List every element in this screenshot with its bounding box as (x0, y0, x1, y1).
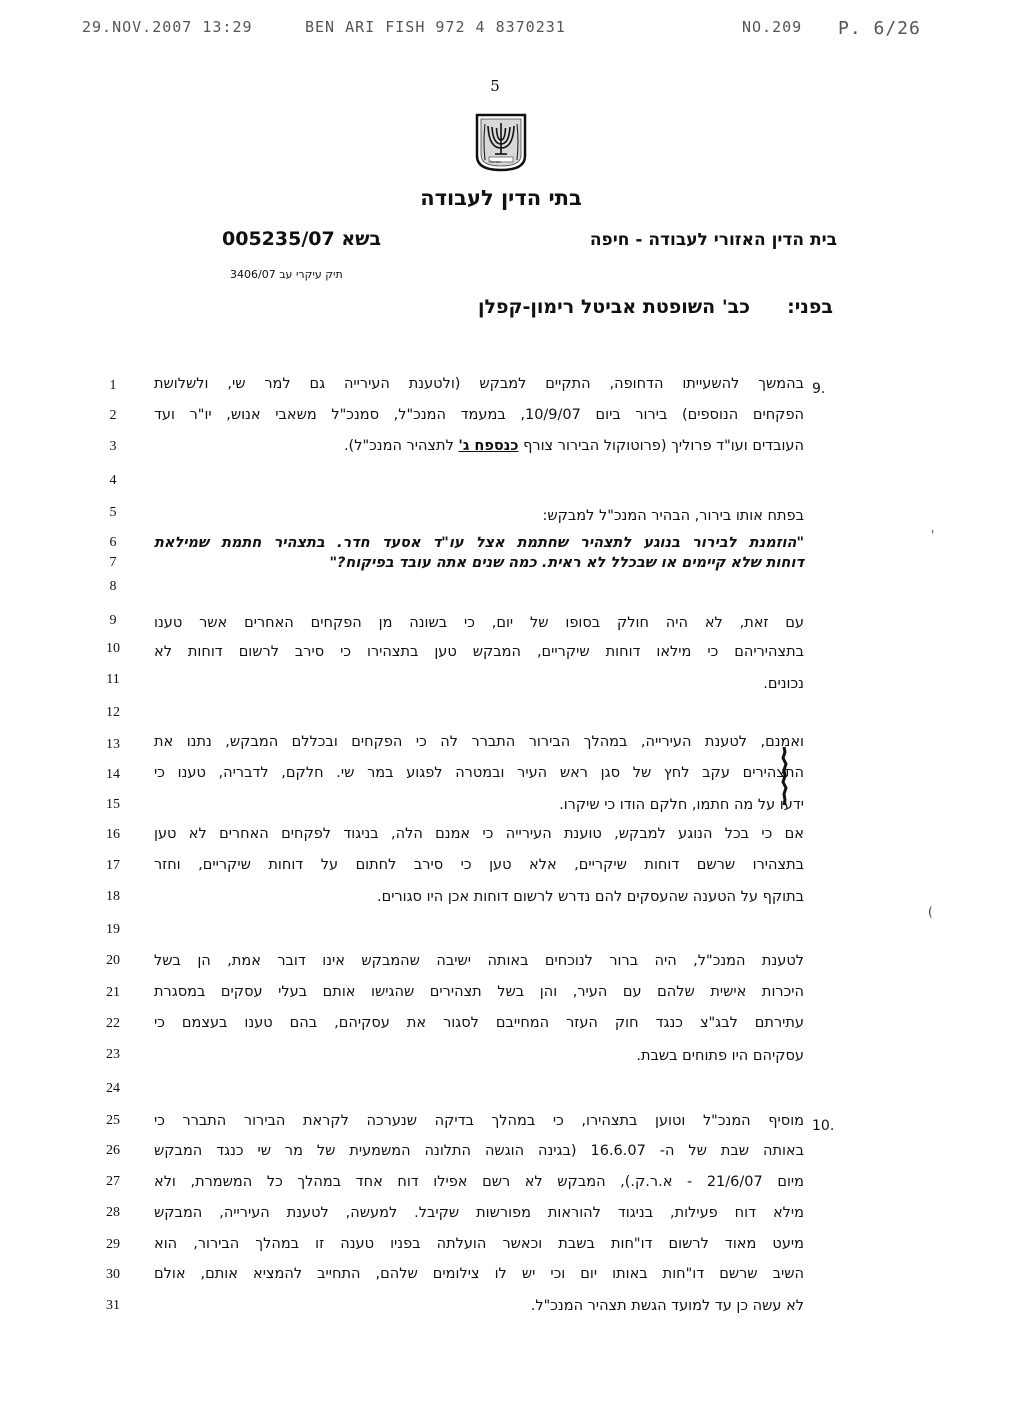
body-line: ואמנם, לטענת העירייה, במהלך הבירור התברר לה כי הפקחים ובכללם המבקש, נתנו את (154, 734, 804, 750)
body-line: באותה שבת של ה- 16.6.07 (בגינה הוגשה התלונה המשמעית של מר שי כנגד המבקש (154, 1143, 805, 1159)
line-number: 18 (106, 889, 120, 904)
body-line: מילא דוח פעילות, בניגוד להוראות מפורשות שקיבל. למעשה, לטענת העירייה, המבקש (154, 1205, 804, 1221)
quote-line: "הוזמנת לבירור בנוגע לתצהיר שחתמת אצל עו"ד אסעד חדר. בתצהיר חתמת שמילאת (154, 535, 804, 551)
body-text: העובדים ועו"ד פרוליך (פרוטוקול הבירור צורף (518, 438, 804, 454)
body-line: אם כי בכל הנוגע למבקש, טוענת העירייה כי אמנם הלה, בניגוד לפקחים האחרים לא טען (154, 826, 804, 842)
body-line: השיב שרשם דו"חות באותו יום וכי יש לו צילומים שלהם, התחייב להמציא אותם, אולם (154, 1266, 804, 1282)
body-line: עסקיהם היו פתוחים בשבת. (636, 1048, 804, 1064)
body-line: מיום 21/6/07 - א.ר.ק.), המבקש לא רשם אפילו דוח אחד במהלך כל המשמרת, ולא (154, 1174, 804, 1190)
fax-number: NO.209 (742, 18, 803, 36)
judge-name: כב' השופטת אביטל רימון-קפלן (477, 296, 750, 318)
line-number: 19 (106, 922, 120, 937)
line-number: 31 (106, 1298, 120, 1313)
body-text: לתצהיר המנכ"ל). (343, 438, 459, 454)
line-number: 30 (106, 1267, 120, 1282)
court-name: בית הדין האזורי לעבודה - חיפה (589, 230, 837, 250)
line-number: 26 (106, 1143, 120, 1158)
emblem-caption: ישראל (490, 159, 501, 164)
fax-sender: BEN ARI FISH 972 4 8370231 (305, 18, 566, 36)
annex-reference: כנספח ג' (458, 438, 519, 454)
line-number: 14 (106, 767, 120, 782)
line-number: 17 (106, 858, 120, 873)
fax-page-count: P. 6/26 (838, 18, 921, 39)
line-number: 12 (106, 705, 120, 720)
scan-mark: ( (928, 905, 933, 919)
body-line: מיעט מאוד לרשום דו"חות בשבת וכאשר הועלתה בפניו טענה זו במהלך הבירור, הוא (154, 1236, 804, 1252)
court-system-title: בתי הדין לעבודה (420, 186, 582, 210)
body-line: ידעו על מה חתמו, חלקם הודו כי שיקרו. (559, 797, 804, 813)
body-line: בתצהיריהם כי מילאו דוחות שיקריים, המבקש טען בתצהירו כי סירב לרשום דוחות לא (154, 644, 804, 660)
main-file-number: תיק עיקרי עב 3406/07 (230, 268, 343, 281)
line-number: 28 (106, 1205, 120, 1220)
line-number: 23 (106, 1047, 120, 1062)
line-number: 9 (109, 613, 117, 628)
line-number: 3 (109, 439, 117, 454)
paragraph-number: 10. (812, 1118, 835, 1134)
line-number: 7 (109, 555, 117, 570)
line-number: 4 (109, 473, 117, 488)
line-number: 13 (106, 737, 120, 752)
margin-highlight-mark (781, 746, 788, 806)
paragraph-number: 9. (812, 381, 826, 397)
body-line: הפקחים הנוספים) בירור ביום 10/9/07, במעמד המנכ"ל, סמנכ"ל משאבי אנוש, יו"ר ועד (154, 407, 804, 423)
body-line: בפתח אותו בירור, הבהיר המנכ"ל למבקש: (542, 508, 804, 524)
before-label: בפני: (787, 296, 833, 318)
line-number: 6 (109, 535, 117, 550)
body-line: בתצהירו שרשם דוחות שיקריים, אלא טען כי סירב לחתום על דוחות שיקריים, וחזר (154, 857, 804, 873)
line-number: 1 (109, 378, 117, 393)
body-line (154, 438, 804, 454)
line-number: 10 (106, 641, 120, 656)
case-number: בשא 005235/07 (222, 228, 382, 250)
state-emblem-icon (473, 112, 529, 172)
line-number: 20 (106, 953, 120, 968)
line-number: 16 (106, 827, 120, 842)
body-line: התצהירים עקב לחץ של סגן ראש העיר ובמטרה לפגוע במר שי. חלקם, לדבריה, טענו כי (154, 765, 804, 781)
body-line: לא עשה כן עד למועד הגשת תצהיר המנכ"ל. (530, 1298, 804, 1314)
line-number: 22 (106, 1016, 120, 1031)
body-line: עם זאת, לא היה חולק בסופו של יום, כי בשונה מן הפקחים האחרים אשר טענו (154, 615, 804, 631)
body-line: עתירתם לבג"צ כנגד חוק העזר המחייבם לסגור את עסקיהם, בהם טענו בעצמם כי (154, 1015, 804, 1031)
line-number: 27 (106, 1174, 120, 1189)
fax-date: 29.NOV.2007 13:29 (82, 18, 253, 36)
body-line: בתוקף על הטענה שהעסקים להם נדרש לרשום דוחות אכן היו סגורים. (376, 889, 804, 905)
line-number: 11 (106, 672, 120, 687)
line-number: 2 (109, 408, 117, 423)
line-number: 29 (106, 1237, 120, 1252)
line-number: 24 (106, 1081, 120, 1096)
line-number: 15 (106, 797, 120, 812)
line-number: 5 (109, 505, 117, 520)
body-line: לטענת המנכ"ל, היה ברור לנוכחים באותה ישיבה שהמבקש אינו דובר אמת, הן בשל (154, 953, 804, 969)
line-number: 25 (106, 1113, 120, 1128)
line-number: 8 (109, 579, 117, 594)
body-line: מוסיף המנכ"ל וטוען בתצהירו, כי במהלך בדיקה שנערכה לקראת הבירור התברר כי (154, 1113, 804, 1129)
body-line: נכונים. (763, 676, 804, 692)
quote-line: דוחות שלא קיימים או שבכלל לא ראית. כמה שנים אתה עובד בפיקוח?" (329, 555, 804, 571)
page-number: 5 (490, 77, 500, 95)
body-line: היכרות אישית שלהם עם העיר, והן בשל תצהירים שהגישו אותם בעלי עסקים במסגרת (154, 984, 804, 1000)
line-number: 21 (106, 985, 120, 1000)
scan-mark: ' (931, 528, 935, 542)
body-line: בהמשך להשעייתו הדחופה, התקיים למבקש (ולטענת העירייה גם למר שי, ולשלושת (154, 376, 804, 392)
